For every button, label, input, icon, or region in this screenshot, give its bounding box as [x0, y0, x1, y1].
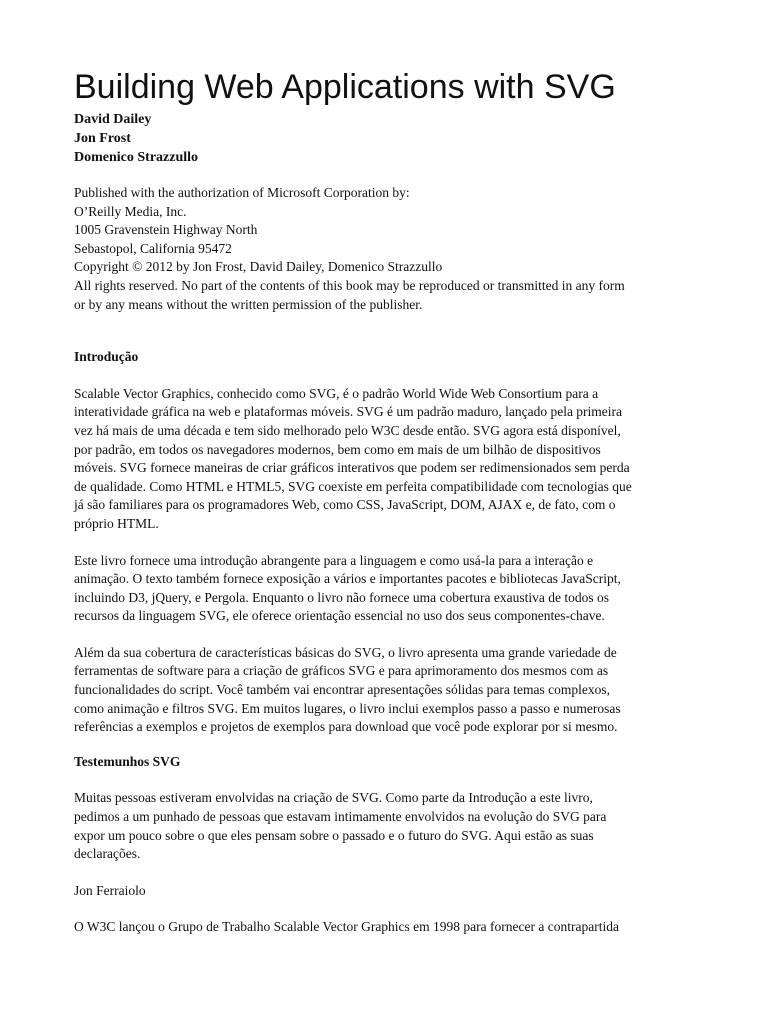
text-line: móveis. SVG fornece maneiras de criar gráficos interativos que podem ser redimensionados sem perda	[74, 460, 630, 476]
author-name: David Dailey	[74, 112, 152, 127]
book-title: Building Web Applications with SVG	[74, 68, 616, 106]
testimonials-paragraph-1	[74, 789, 700, 863]
text-line: incluindo D3, jQuery, e Pergola. Enquanto o livro não fornece uma cobertura exaustiva de todos os	[74, 589, 609, 605]
text-line: Além da sua cobertura de características básicas do SVG, o livro apresenta uma grande variedade de	[74, 644, 617, 660]
text-line: já são familiares para os programadores Web, como CSS, JavaScript, DOM, AJAX e, de fato, com o	[74, 497, 616, 513]
publication-info	[74, 184, 700, 314]
text-line: funcionalidades do script. Você também vai encontrar apresentações sólidas para temas complexos,	[74, 682, 610, 698]
author-list	[74, 110, 700, 167]
text-line: referências a exemplos e projetos de exemplos para download que você pode explorar por si mesmo.	[74, 719, 618, 735]
copyright-line: Copyright © 2012 by Jon Frost, David Dailey, Domenico Strazzullo	[74, 259, 443, 275]
text-line: de qualidade. Como HTML e HTML5, SVG coexiste em perfeita compatibilidade com tecnologias que	[74, 478, 632, 494]
publication-line: Published with the authorization of Microsoft Corporation by:	[74, 185, 410, 200]
rights-line: All rights reserved. No part of the contents of this book may be reproduced or transmitted in any form	[74, 277, 625, 293]
publication-line: Sebastopol, California 95472	[74, 240, 232, 256]
publication-line: O’Reilly Media, Inc.	[74, 203, 187, 219]
document-page	[74, 66, 700, 937]
text-line: declarações.	[74, 846, 141, 862]
text-line: Muitas pessoas estiveram envolvidas na criação de SVG. Como parte da Introdução a este livro,	[74, 790, 593, 806]
text-line: animação. O texto também fornece exposição a vários e importantes pacotes e bibliotecas JavaScript,	[74, 571, 621, 587]
text-line: recursos da linguagem SVG, ele oferece orientação essencial no uso dos seus componentes-chave.	[74, 608, 605, 624]
testimonials-paragraph-2	[74, 918, 700, 937]
author-name: Jon Frost	[74, 131, 131, 146]
text-line: Scalable Vector Graphics, conhecido como SVG, é o padrão World Wide Web Consortium para a	[74, 385, 599, 401]
text-line: ferramentas de software para a criação de gráficos SVG e para aprimoramento dos mesmos com as	[74, 663, 609, 679]
intro-paragraph-3	[74, 644, 700, 737]
section-heading-introducao: Introdução	[74, 349, 139, 365]
text-line: interatividade gráfica na web e plataformas móveis. SVG é um padrão maduro, lançado pela primeira	[74, 404, 623, 420]
rights-line: or by any means without the written permission of the publisher.	[74, 296, 423, 312]
text-line: como animação e filtros SVG. Em muitos lugares, o livro inclui exemplos passo a passo e numerosas	[74, 700, 621, 716]
testimonial-author	[74, 882, 700, 901]
text-line: vez há mais de uma década e tem sido melhorado pelo W3C desde então. SVG agora está disponível,	[74, 422, 621, 438]
text-line: expor um pouco sobre o que eles pensam sobre o passado e o futuro do SVG. Aqui estão as suas	[74, 827, 594, 843]
intro-paragraph-2	[74, 552, 700, 626]
author-line: Jon Ferraiolo	[74, 882, 146, 898]
text-line: pedimos a um punhado de pessoas que estavam intimamente envolvidos na evolução do SVG para	[74, 809, 607, 825]
text-line: próprio HTML.	[74, 515, 159, 531]
author-name: Domenico Strazzullo	[74, 150, 199, 165]
intro-paragraph-1	[74, 385, 700, 534]
publication-line: 1005 Gravenstein Highway North	[74, 222, 258, 238]
text-line: Este livro fornece uma introdução abrangente para a linguagem e como usá-la para a interação e	[74, 552, 594, 568]
section-heading-testemunhos: Testemunhos SVG	[74, 753, 181, 769]
text-line: O W3C lançou o Grupo de Trabalho Scalable Vector Graphics em 1998 para fornecer a contrapartida	[74, 919, 619, 935]
text-line: por padrão, em todos os navegadores modernos, bem como em mais de um bilhão de dispositivos	[74, 441, 601, 457]
